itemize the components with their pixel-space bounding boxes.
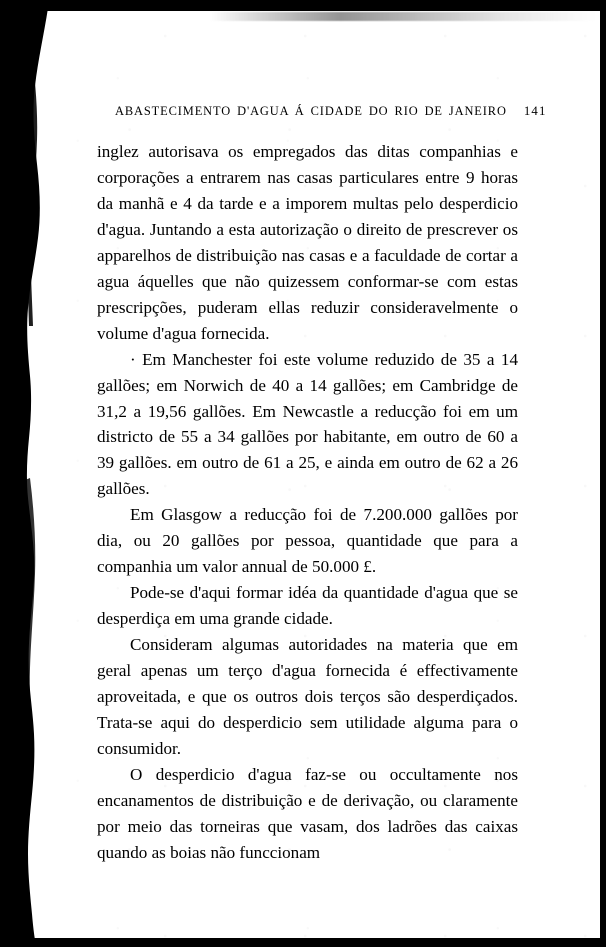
paragraph-manchester: · Em Manchester foi este volume reduzido de 35 a 14 gallões; em Norwich de 40 a 14 gallões; em Cambridge de 31,2 a 19,56 gallões. Em Newcastle a reducção foi em um districto de 55 a 34 gallões por habitante, em outro de 60 a 39 gallões. em outro de 61 a 25, e ainda em outro de 62 a 26 gallões.: [97, 349, 518, 499]
page-number: 141: [523, 104, 547, 118]
paragraph-inglez: inglez autorisava os empregados das ditas companhias e corporações a entrarem nas casas particulares entre 9 horas da manhã e 4 da tarde e a imporem multas pelo desperdicio d'agua. Juntando a esta autorização o direito de prescrever os apparelhos de distribuição nas casas e a faculdade de cortar a agua áquelles que não quizessem conformar-se com estas prescripções, puderam ellas reduzir consideravelmente o volume d'agua fornecida.: [97, 142, 518, 343]
paragraph-consideram: Consideram algumas autoridades na materia que em geral apenas um terço d'agua fornecida é effectivamente aproveitada, e que os outros dois terços são desperdiçados. Trata-se aqui do desperdicio sem utilidade alguma para o consumidor.: [97, 635, 518, 758]
scan-border-left: [0, 0, 24, 947]
running-head-title: ABASTECIMENTO D'AGUA Á CIDADE DO RIO DE JANEIRO: [115, 104, 507, 118]
scan-border-right: [600, 0, 606, 947]
page-text-column: [97, 104, 547, 866]
page-gutter-edge: [22, 8, 48, 940]
scan-smudge-top: [210, 12, 595, 21]
scan-border-top: [0, 0, 606, 11]
paragraph-desperdicio: O desperdicio d'agua faz-se ou occultamente nos encanamentos de distribuição e de derivação, ou claramente por meio das torneiras que vasam, dos ladrões das caixas quando as boias não funccionam: [97, 764, 518, 862]
paragraph-pode-se: Pode-se d'aqui formar idéa da quantidade d'agua que se desperdiça em uma grande cidade.: [97, 583, 518, 629]
paragraph-glasgow: Em Glasgow a reducção foi de 7.200.000 gallões por dia, ou 20 gallões por pessoa, quantidade que para a companhia um valor annual de 50.000 £.: [97, 505, 518, 577]
scan-border-bottom: [0, 938, 606, 947]
running-head: [115, 104, 547, 119]
